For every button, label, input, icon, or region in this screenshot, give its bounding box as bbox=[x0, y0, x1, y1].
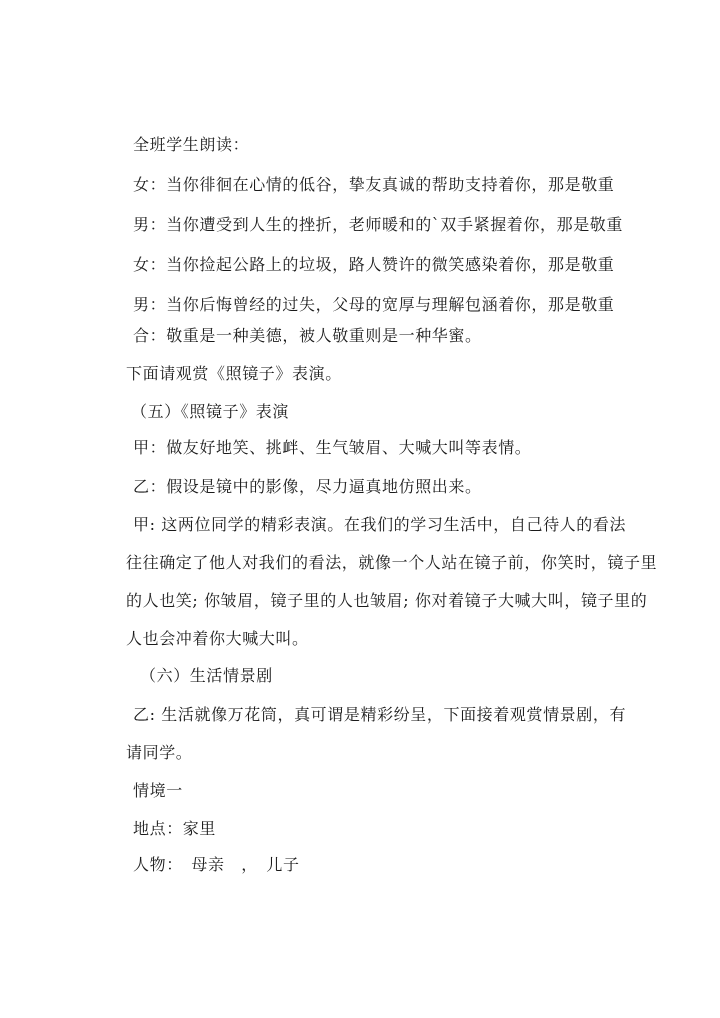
text-line-9: 甲：做友好地笑、挑衅、生气皱眉、大喊大叫等表情。 bbox=[133, 438, 532, 457]
text-line-10: 乙：假设是镜中的影像，尽力逼真地仿照出来。 bbox=[133, 477, 482, 496]
text-line-2: 女：当你徘徊在心情的低谷，挚友真诚的帮助支持着你，那是敬重 bbox=[133, 175, 615, 194]
scene-characters: 人物： 母亲 ， 儿子 bbox=[133, 855, 300, 874]
text-line-4: 女：当你捡起公路上的垃圾，路人赞许的微笑感染着你，那是敬重 bbox=[133, 255, 615, 274]
text-line-5: 男：当你后悔曾经的过失，父母的宽厚与理解包涵着你，那是敬重 bbox=[133, 295, 615, 314]
section-heading-6: （六）生活情景剧 bbox=[140, 666, 273, 685]
text-line-7: 下面请观赏《照镜子》表演。 bbox=[126, 364, 342, 383]
text-line-17: 请同学。 bbox=[126, 743, 193, 762]
text-line-13: 的人也笑; 你皱眉，镜子里的人也皱眉; 你对着镜子大喊大叫，镜子里的 bbox=[126, 591, 648, 610]
scene-location: 地点：家里 bbox=[133, 819, 217, 838]
section-heading-5: （五）《照镜子》表演 bbox=[131, 402, 290, 421]
text-line-3: 男：当你遭受到人生的挫折，老师暖和的`双手紧握着你，那是敬重 bbox=[133, 215, 624, 234]
text-line-6: 合：敬重是一种美德，被人敬重则是一种华蜜。 bbox=[133, 326, 482, 345]
text-line-12: 往往确定了他人对我们的看法，就像一个人站在镜子前，你笑时，镜子里 bbox=[126, 553, 658, 572]
scene-title: 情境一 bbox=[133, 781, 183, 800]
text-line-1: 全班学生朗读： bbox=[133, 135, 250, 154]
text-line-11: 甲: 这两位同学的精彩表演。在我们的学习生活中，自己待人的看法 bbox=[133, 515, 627, 534]
text-line-14: 人也会冲着你大喊大叫。 bbox=[126, 629, 309, 648]
text-line-16: 乙: 生活就像万花筒，真可谓是精彩纷呈，下面接着观赏情景剧，有 bbox=[133, 705, 627, 724]
